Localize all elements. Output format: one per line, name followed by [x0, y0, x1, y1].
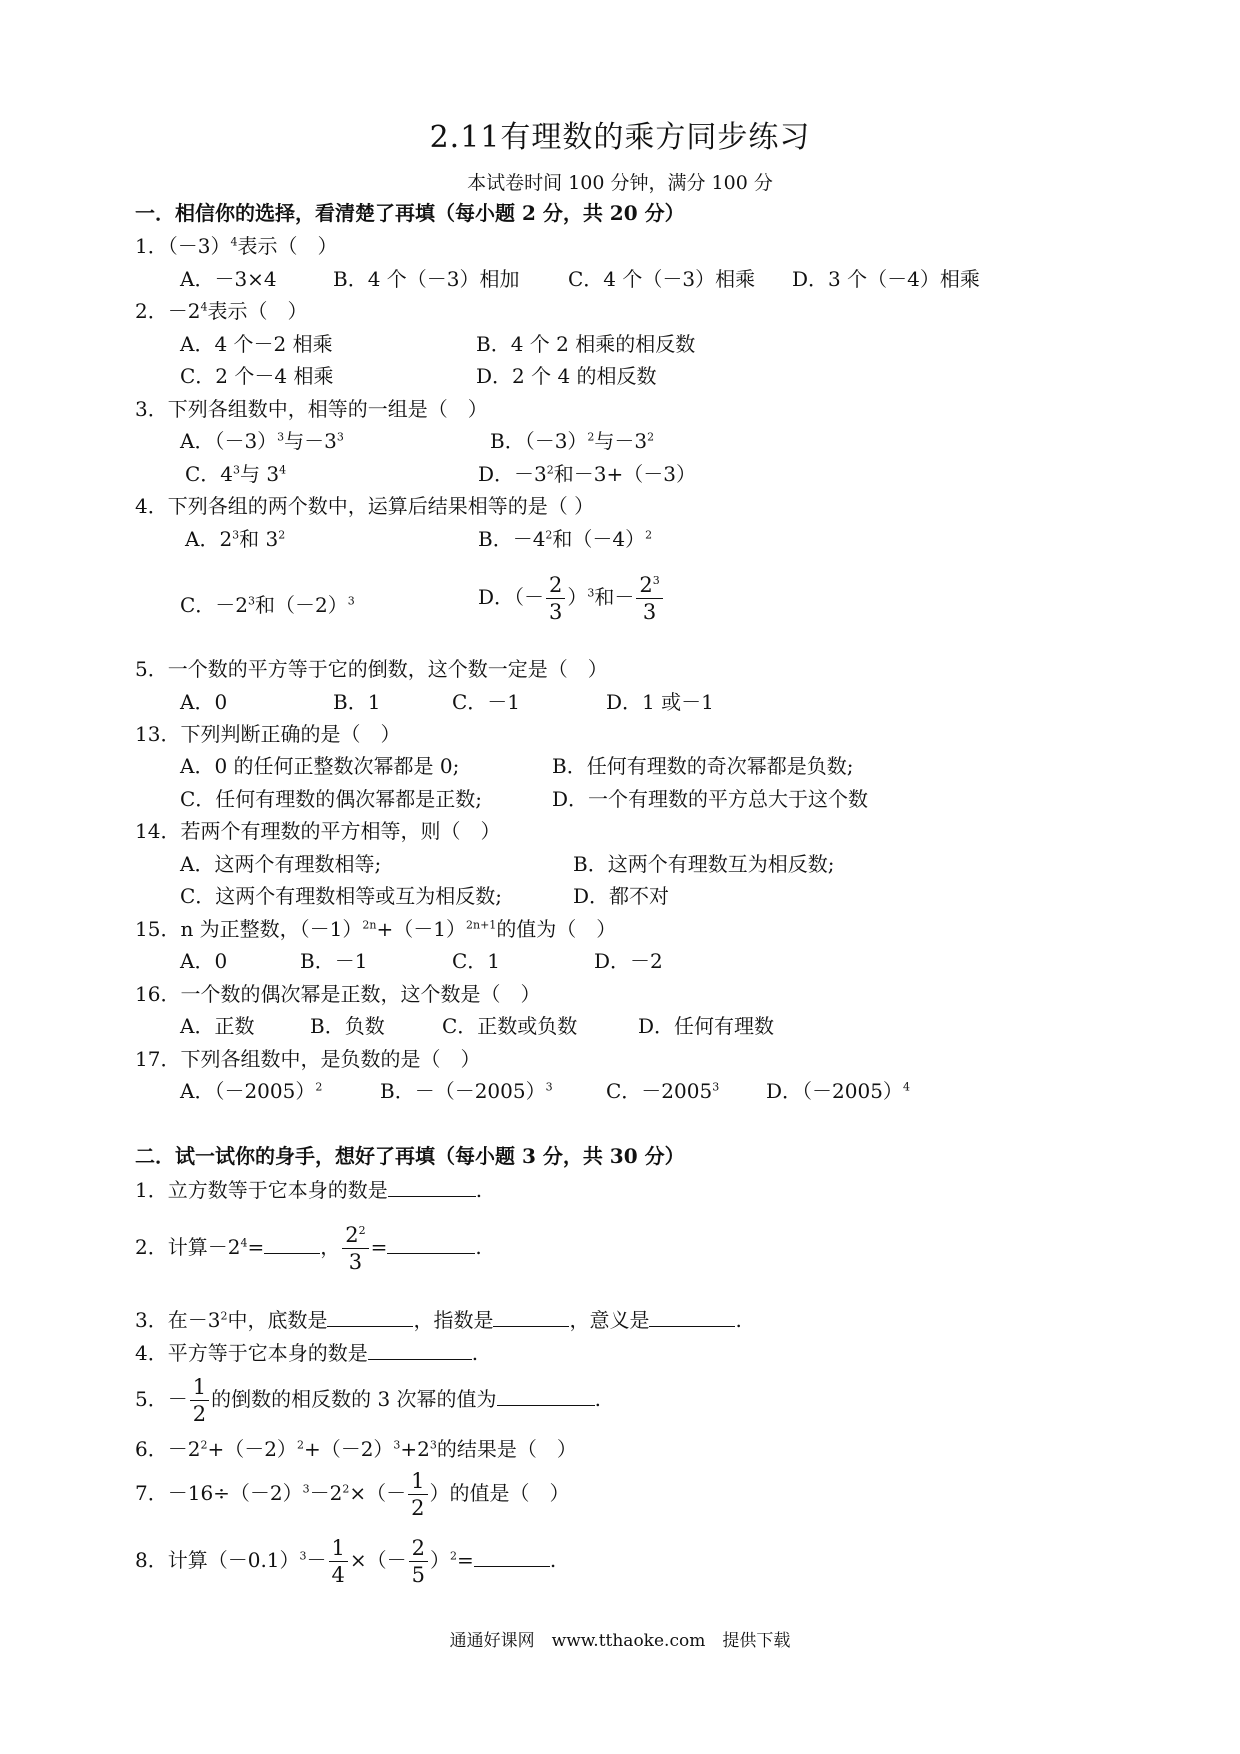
- q1-1-option-d: D．3 个（－4）相乘: [792, 267, 980, 291]
- footer-credit: 通通好课网 www.tthaoke.com 提供下载: [449, 1631, 791, 1651]
- fraction-two-cubed-over-three: $\frac{2^3}{3}$: [636, 572, 662, 625]
- answer-blank[interactable]: [327, 1306, 413, 1327]
- question-1-14: 14．若两个有理数的平方相等，则（ ）: [135, 819, 501, 843]
- section-1-heading: 一．相信你的选择，看清楚了再填（每小题 2 分，共 20 分）: [135, 201, 685, 225]
- q1-16-option-b: B．负数: [310, 1014, 385, 1038]
- q1-15-option-b: B．－1: [300, 949, 368, 973]
- q1-14-option-a: A．这两个有理数相等;: [180, 852, 382, 876]
- q1-5-option-c: C．－1: [452, 690, 521, 714]
- q1-2-option-b: B．4 个 2 相乘的相反数: [476, 332, 696, 356]
- q1-13-option-b: B．任何有理数的奇次幂都是负数;: [552, 754, 854, 778]
- q1-1-option-c: C．4 个（－3）相乘: [568, 267, 756, 291]
- question-1-5: 5．一个数的平方等于它的倒数，这个数一定是（ ）: [135, 657, 608, 681]
- q1-1-option-b: B．4 个（－3）相加: [333, 267, 520, 291]
- question-2-5: 5．－ $\frac{1}{2}$ 的倒数的相反数的 3 次幂的值为 .: [135, 1375, 601, 1426]
- q1-17-option-b: B．$-(-2005)^3$: [380, 1079, 553, 1103]
- q1-3-option-c: C．$4^3$与 $3^4$: [185, 462, 287, 486]
- q1-5-option-a: A．0: [180, 690, 228, 714]
- q1-13-option-d: D．一个有理数的平方总大于这个数: [552, 787, 869, 811]
- q1-13-option-a: A．0 的任何正整数次幂都是 0;: [180, 754, 460, 778]
- q1-14-option-b: B．这两个有理数互为相反数;: [573, 852, 835, 876]
- question-1-2: 2．$-2^4$表示（ ）: [135, 299, 308, 323]
- question-1-1: 1．$(-3)^4$表示（ ）: [135, 234, 338, 258]
- q1-2-option-c: C．2 个－4 相乘: [180, 364, 334, 388]
- question-1-3: 3．下列各组数中，相等的一组是（ ）: [135, 397, 488, 421]
- fraction-one-half: $\frac{1}{2}$: [408, 1468, 427, 1521]
- q1-1-option-a: A．－3×4: [180, 267, 277, 291]
- question-2-2: 2．计算$-2^4=$ ， $\frac{2^2}{3}$ = .: [135, 1223, 482, 1274]
- answer-blank[interactable]: [474, 1546, 550, 1567]
- q1-15-option-a: A．0: [180, 949, 228, 973]
- q1-16-option-c: C．正数或负数: [442, 1014, 578, 1038]
- fraction-one-half: $\frac{1}{2}$: [190, 1374, 209, 1427]
- question-2-1: 1．立方数等于它本身的数是 .: [135, 1178, 483, 1202]
- q1-16-option-d: D．任何有理数: [638, 1014, 775, 1038]
- q1-13-option-c: C．任何有理数的偶次幂都是正数;: [180, 787, 483, 811]
- question-1-16: 16．一个数的偶次幂是正数，这个数是（ ）: [135, 982, 541, 1006]
- question-2-7: 7．$-16\div(-2)^3-2^2\times(-$ $\frac{1}{2}$ ）的值是（ ）: [135, 1469, 570, 1520]
- question-1-17: 17．下列各组数中，是负数的是（ ）: [135, 1047, 481, 1071]
- question-1-4: 4．下列各组的两个数中，运算后结果相等的是（ ）: [135, 494, 595, 518]
- q1-17-option-c: C．$-2005^3$: [606, 1079, 720, 1103]
- question-2-4: 4．平方等于它本身的数是 .: [135, 1341, 479, 1365]
- q1-14-option-c: C．这两个有理数相等或互为相反数;: [180, 884, 503, 908]
- q1-5-option-d: D．1 或－1: [606, 690, 714, 714]
- q1-16-option-a: A．正数: [180, 1014, 255, 1038]
- q1-3-option-a: A．$(-3)^3$与$-3^3$: [180, 429, 344, 453]
- q1-5-option-b: B．1: [333, 690, 381, 714]
- question-2-3: 3．在$-3^2$中，底数是 ，指数是 ，意义是 .: [135, 1308, 742, 1332]
- page-title: 2.11有理数的乘方同步练习: [429, 120, 811, 155]
- answer-blank[interactable]: [388, 1176, 476, 1197]
- q1-15-option-d: D．－2: [594, 949, 663, 973]
- answer-blank[interactable]: [368, 1339, 472, 1360]
- q1-17-option-d: D．$(-2005)^4$: [766, 1079, 910, 1103]
- q1-15-option-c: C．1: [452, 949, 501, 973]
- q1-4-option-b: B．$-4^2$和$(-4)^2$: [478, 527, 653, 551]
- q1-4-option-c: C．$-2^3$和$(-2)^3$: [180, 593, 355, 617]
- question-1-15: 15．n 为正整数，$(-1)^{2n}+(-1)^{2n+1}$的值为（ ）: [135, 917, 617, 941]
- q1-3-option-d: D．$-3^2$和－3+（－3）: [478, 462, 696, 486]
- fraction-two-fifths: $\frac{2}{5}$: [409, 1535, 428, 1588]
- question-2-8: 8．计算$(-0.1)^3-$ $\frac{1}{4}$ ×（－ $\frac{2}{5}$ ）$^2$= .: [135, 1536, 557, 1587]
- answer-blank[interactable]: [264, 1233, 320, 1254]
- fraction-two-squared-over-three: $\frac{2^2}{3}$: [342, 1222, 368, 1275]
- answer-blank[interactable]: [387, 1233, 475, 1254]
- q1-2-option-a: A．4 个－2 相乘: [180, 332, 333, 356]
- question-1-13: 13．下列判断正确的是（ ）: [135, 722, 401, 746]
- answer-blank[interactable]: [649, 1306, 735, 1327]
- answer-blank[interactable]: [493, 1306, 569, 1327]
- q1-4-option-d: D．（－ $\frac{2}{3}$ ）$^3$和－ $\frac{2^3}{3}$: [478, 572, 665, 625]
- q1-17-option-a: A．$(-2005)^2$: [180, 1079, 323, 1103]
- q1-4-option-a: A．$2^3$和 $3^2$: [185, 527, 286, 551]
- q1-14-option-d: D．都不对: [573, 884, 670, 908]
- fraction-two-thirds: $\frac{2}{3}$: [546, 572, 565, 625]
- page-subtitle: 本试卷时间 100 分钟，满分 100 分: [467, 172, 773, 194]
- question-2-6: 6．$-2^2+(-2)^2+(-2)^3+2^3$的结果是（ ）: [135, 1437, 577, 1461]
- q1-2-option-d: D．2 个 4 的相反数: [476, 364, 657, 388]
- q1-3-option-b: B．$(-3)^2$与$-3^2$: [490, 429, 655, 453]
- fraction-one-quarter: $\frac{1}{4}$: [329, 1535, 348, 1588]
- section-2-heading: 二．试一试你的身手，想好了再填（每小题 3 分，共 30 分）: [135, 1144, 685, 1168]
- answer-blank[interactable]: [497, 1385, 595, 1406]
